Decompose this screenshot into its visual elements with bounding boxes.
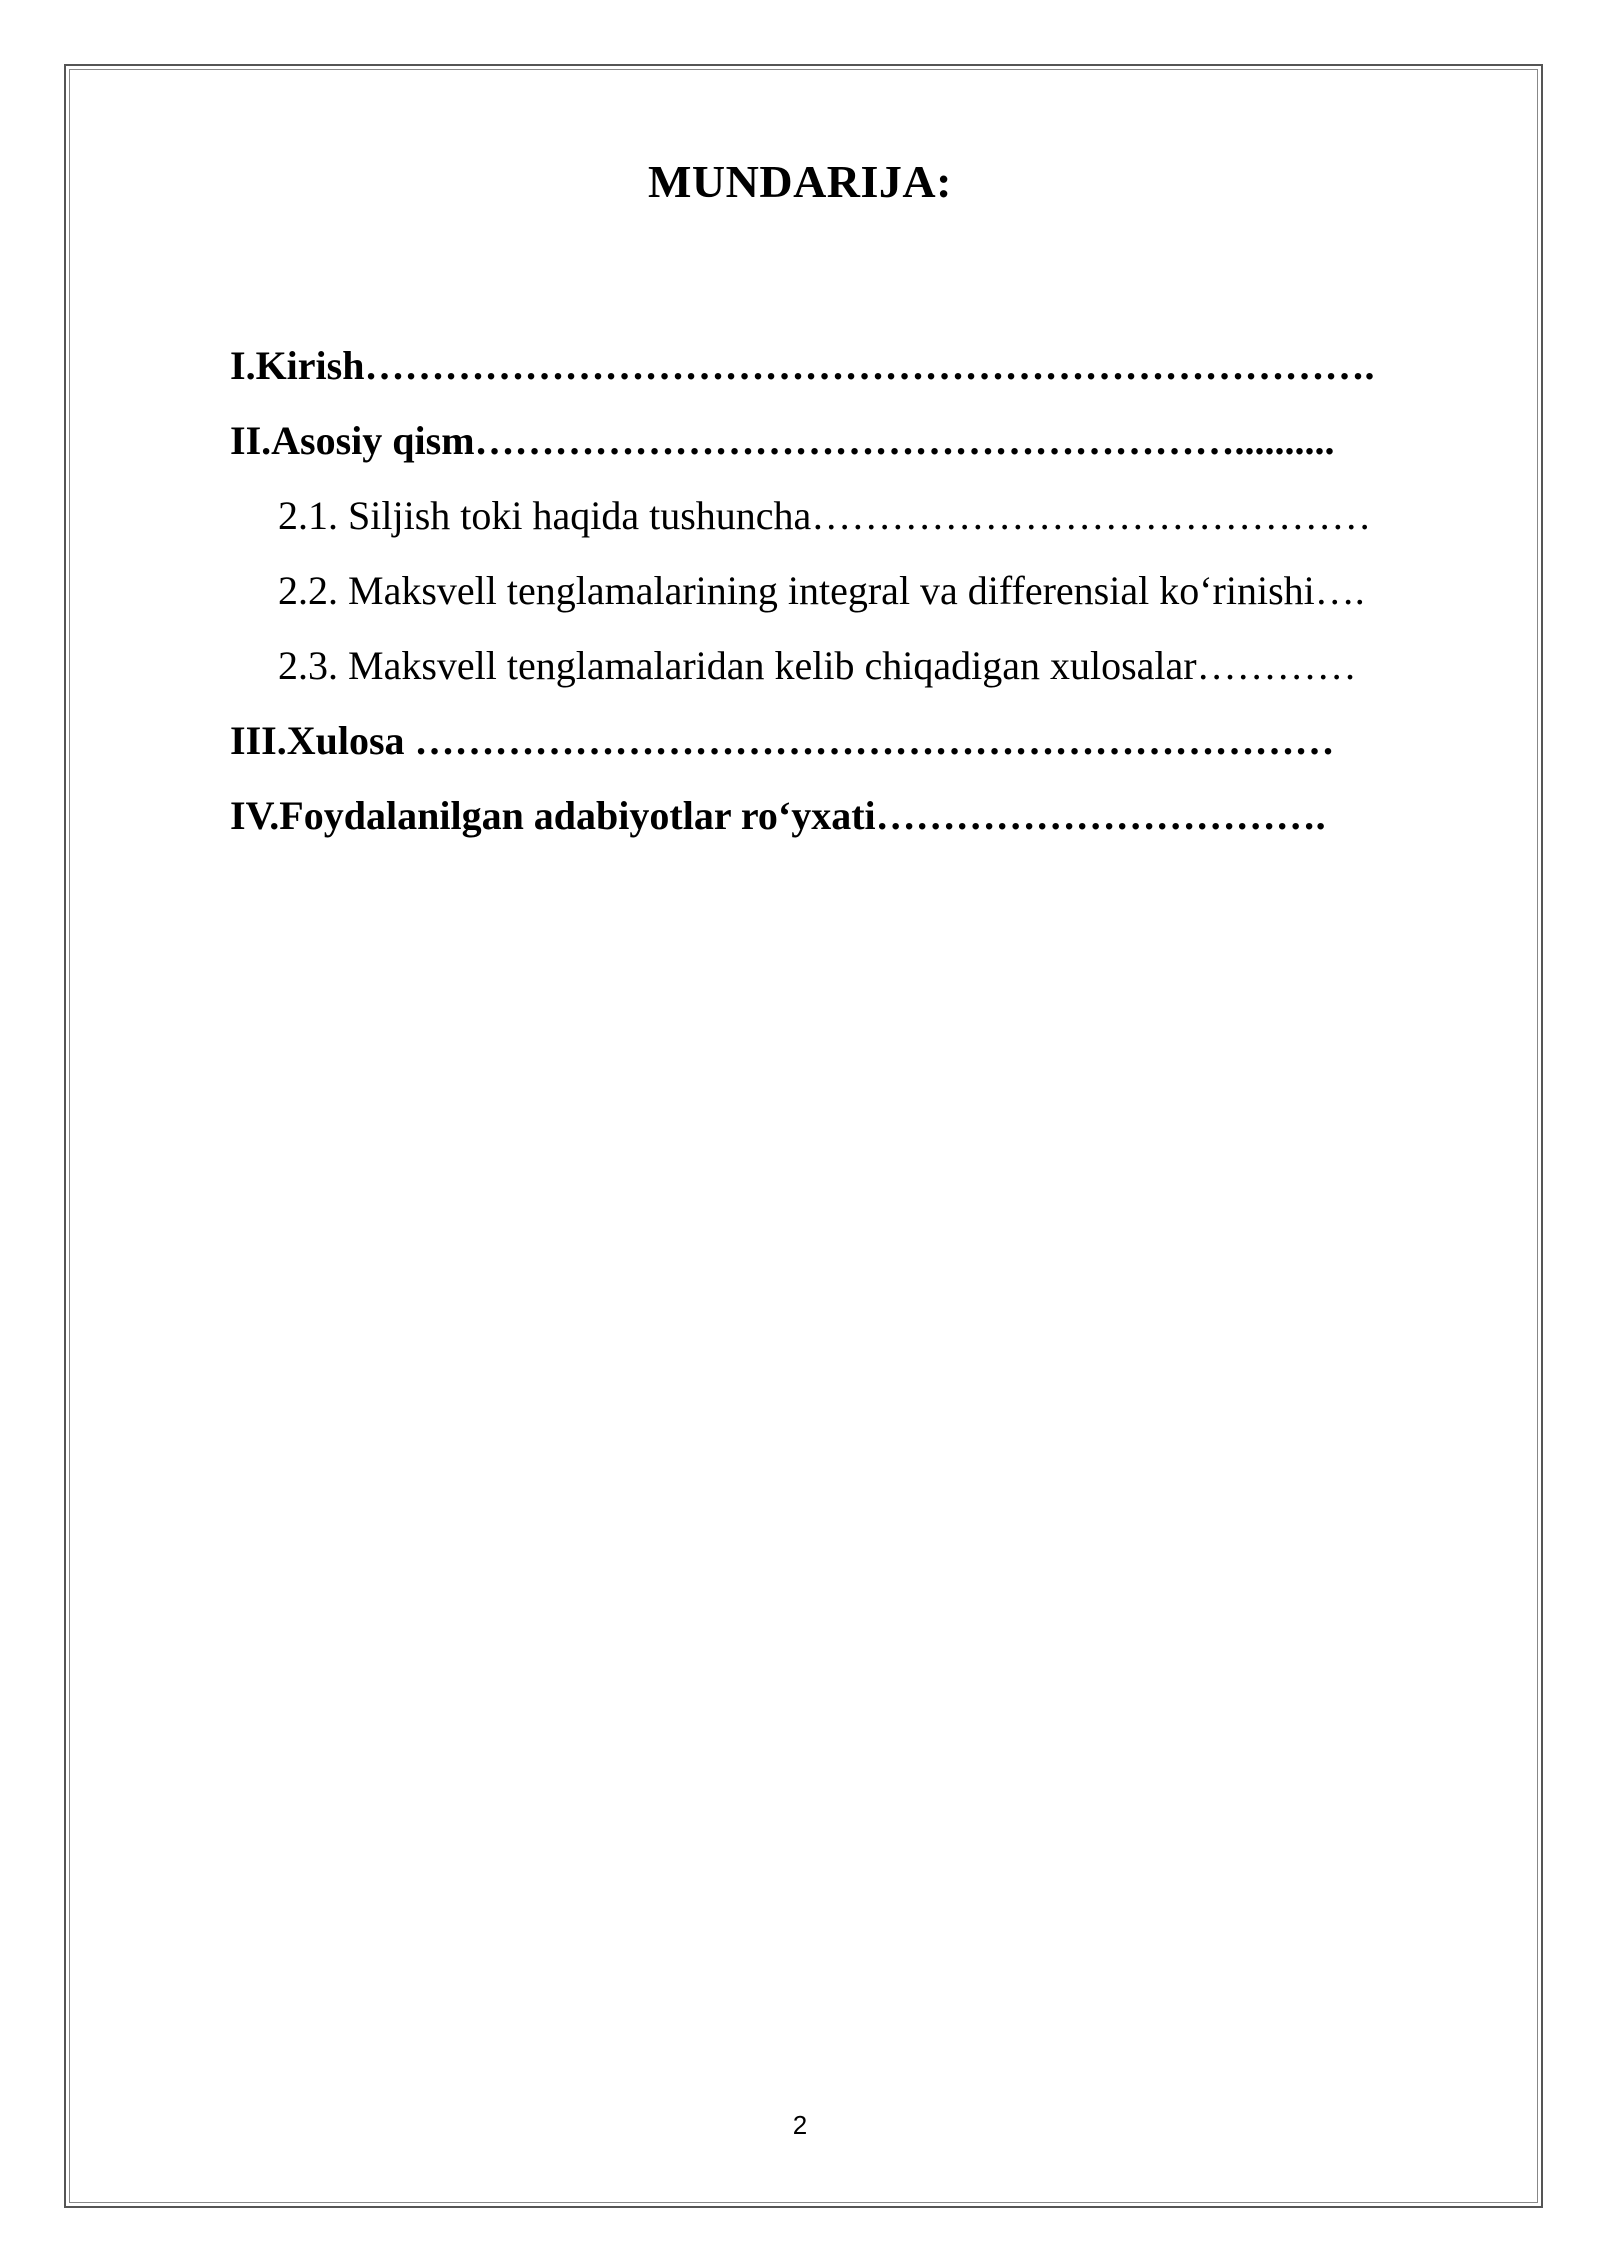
toc-entry-kirish[interactable]: I.Kirish………………………………………………………………….: [230, 343, 1375, 388]
toc-entry-asosiy-qism[interactable]: II.Asosiy qism…………………………………………………..........: [230, 418, 1335, 463]
toc-entry-xulosa[interactable]: III.Xulosa ……………………………………………………………: [230, 718, 1335, 763]
toc-entry-2-1[interactable]: 2.1. Siljish toki haqida tushuncha……………………………………: [278, 493, 1372, 538]
toc-entry-2-3[interactable]: 2.3. Maksvell tenglamalaridan kelib chiqadigan xulosalar…………: [278, 643, 1357, 688]
page-number: 2: [792, 2110, 808, 2140]
toc-entry-2-2[interactable]: 2.2. Maksvell tenglamalarining integral va differensial ko‘rinishi….: [278, 568, 1365, 613]
page-title: MUNDARIJA:: [648, 156, 952, 207]
table-of-contents: [230, 336, 1480, 861]
toc-entry-adabiyotlar[interactable]: IV.Foydalanilgan adabiyotlar ro‘yxati…………………………….: [230, 793, 1326, 838]
